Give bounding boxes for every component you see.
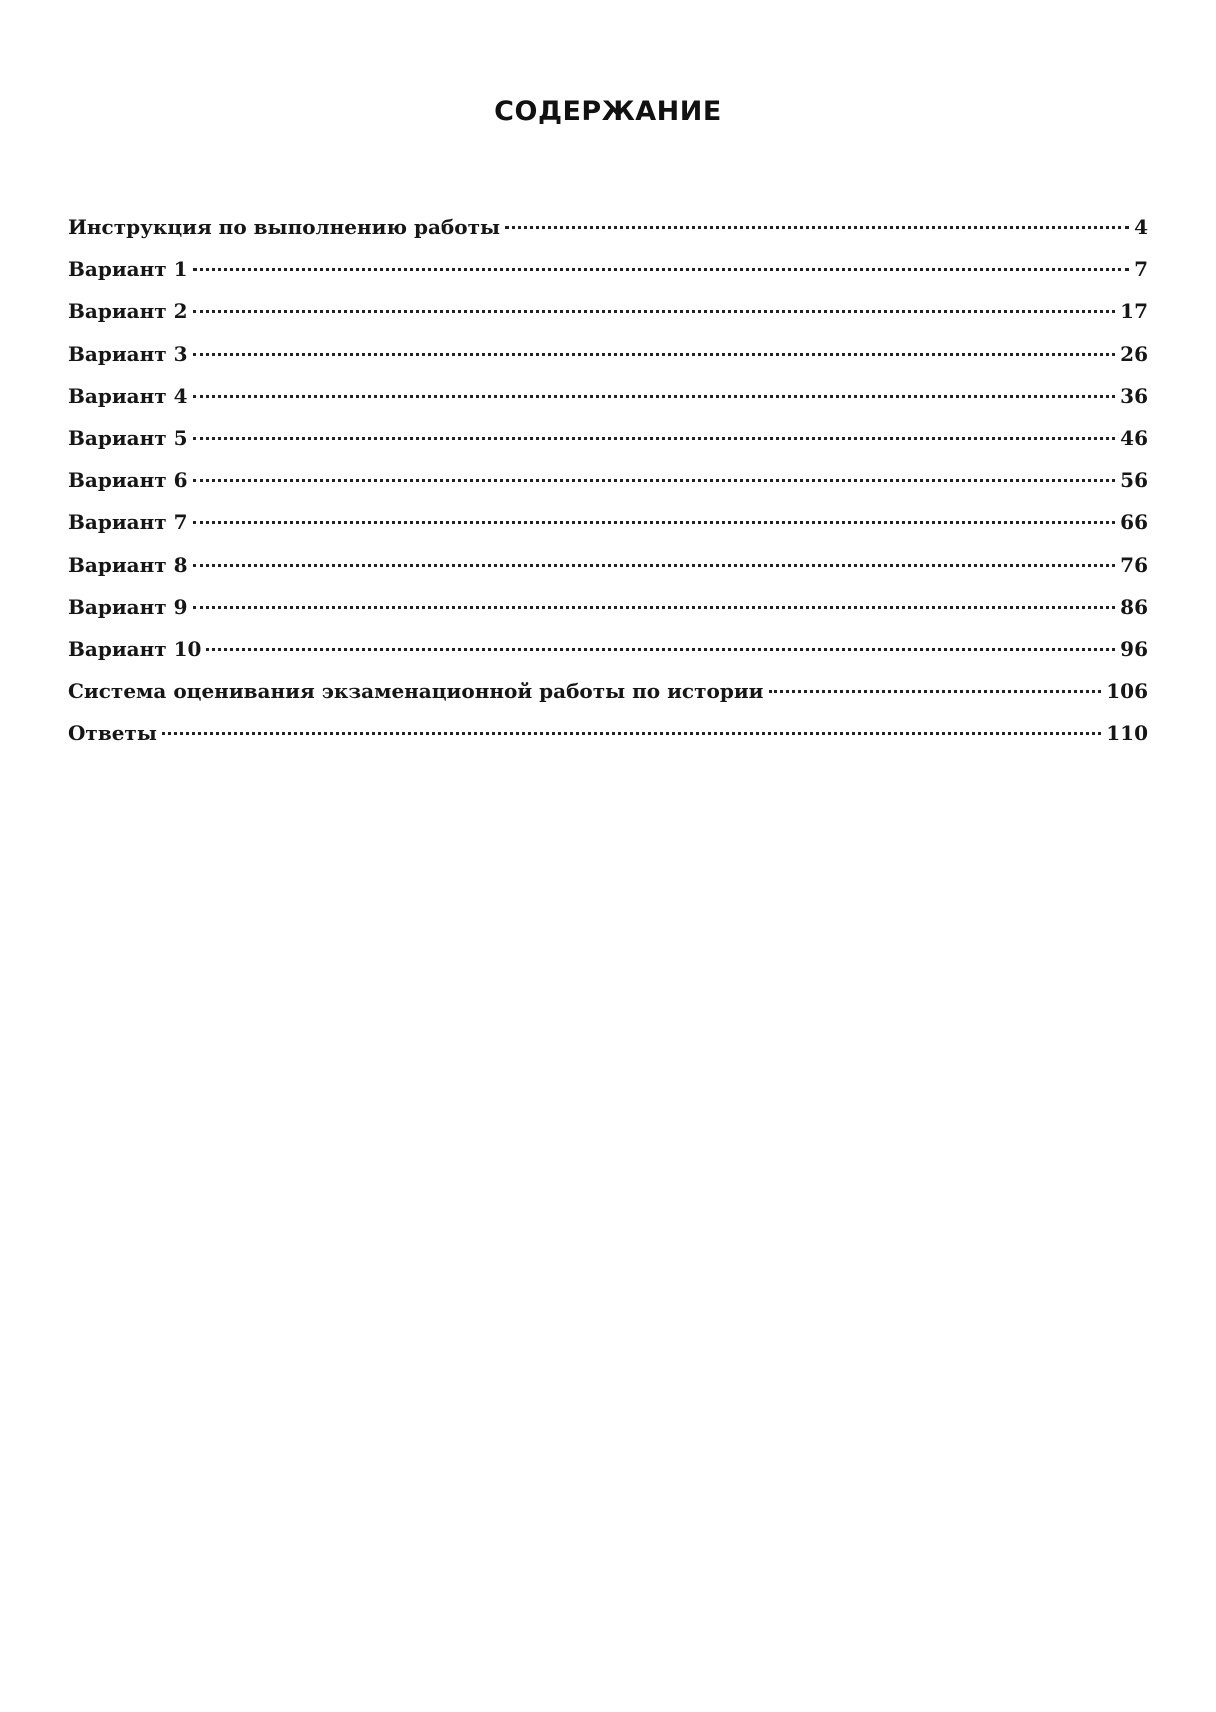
toc-leader-dots: [162, 732, 1101, 735]
toc-entry-label: Вариант 1: [68, 257, 188, 282]
toc-entry-page: 96: [1120, 636, 1148, 661]
toc-entry[interactable]: [68, 508, 1148, 550]
toc-entry-page: 106: [1106, 679, 1148, 704]
toc-leader-dots: [505, 226, 1129, 229]
toc-entry-label: Вариант 8: [68, 552, 188, 577]
toc-entry-label: Вариант 6: [68, 468, 188, 493]
toc-entry-page: 17: [1120, 299, 1148, 324]
toc-entry-label: Вариант 7: [68, 510, 188, 535]
toc-entry-label: Инструкция по выполнению работы: [68, 215, 501, 239]
toc-entry-page: 36: [1120, 383, 1148, 408]
toc-entry-label: Вариант 5: [68, 425, 188, 450]
toc-entry-label: Вариант 10: [68, 636, 202, 661]
toc-entry[interactable]: [68, 593, 1148, 635]
toc-entry[interactable]: [68, 424, 1148, 466]
toc-entry[interactable]: [68, 213, 1148, 255]
table-of-contents: [68, 213, 1148, 761]
toc-entry-page: 46: [1120, 425, 1148, 450]
toc-leader-dots: [193, 353, 1116, 356]
toc-entry[interactable]: [68, 719, 1148, 761]
toc-entry-label: Ответы: [68, 721, 157, 746]
toc-leader-dots: [193, 564, 1116, 567]
toc-entry-page: 26: [1120, 341, 1148, 366]
toc-entry[interactable]: [68, 255, 1148, 297]
toc-leader-dots: [193, 395, 1116, 398]
toc-entry[interactable]: [68, 677, 1148, 719]
toc-entry[interactable]: [68, 382, 1148, 424]
toc-leader-dots: [193, 310, 1116, 313]
toc-entry-label: Вариант 2: [68, 299, 188, 324]
toc-leader-dots: [193, 606, 1116, 609]
toc-entry-page: 86: [1120, 594, 1148, 619]
toc-entry[interactable]: [68, 635, 1148, 677]
toc-leader-dots: [193, 479, 1116, 482]
toc-entry[interactable]: [68, 340, 1148, 382]
toc-entry-page: 56: [1120, 468, 1148, 493]
toc-entry[interactable]: [68, 297, 1148, 339]
toc-leader-dots: [769, 690, 1102, 693]
toc-entry-page: 66: [1120, 510, 1148, 535]
toc-entry[interactable]: [68, 466, 1148, 508]
toc-entry[interactable]: [68, 551, 1148, 593]
toc-entry-page: 110: [1106, 721, 1148, 746]
toc-entry-label: Система оценивания экзаменационной работы по истории: [68, 679, 764, 704]
toc-entry-label: Вариант 4: [68, 383, 188, 408]
toc-entry-label: Вариант 3: [68, 341, 188, 366]
toc-leader-dots: [206, 648, 1115, 651]
toc-entry-page: 7: [1134, 257, 1148, 282]
toc-entry-page: 76: [1120, 552, 1148, 577]
toc-entry-label: Вариант 9: [68, 594, 188, 619]
toc-leader-dots: [193, 521, 1116, 524]
toc-entry-page: 4: [1134, 215, 1148, 239]
page-title: СОДЕРЖАНИЕ: [494, 96, 722, 127]
toc-leader-dots: [193, 437, 1116, 440]
toc-leader-dots: [193, 268, 1130, 271]
